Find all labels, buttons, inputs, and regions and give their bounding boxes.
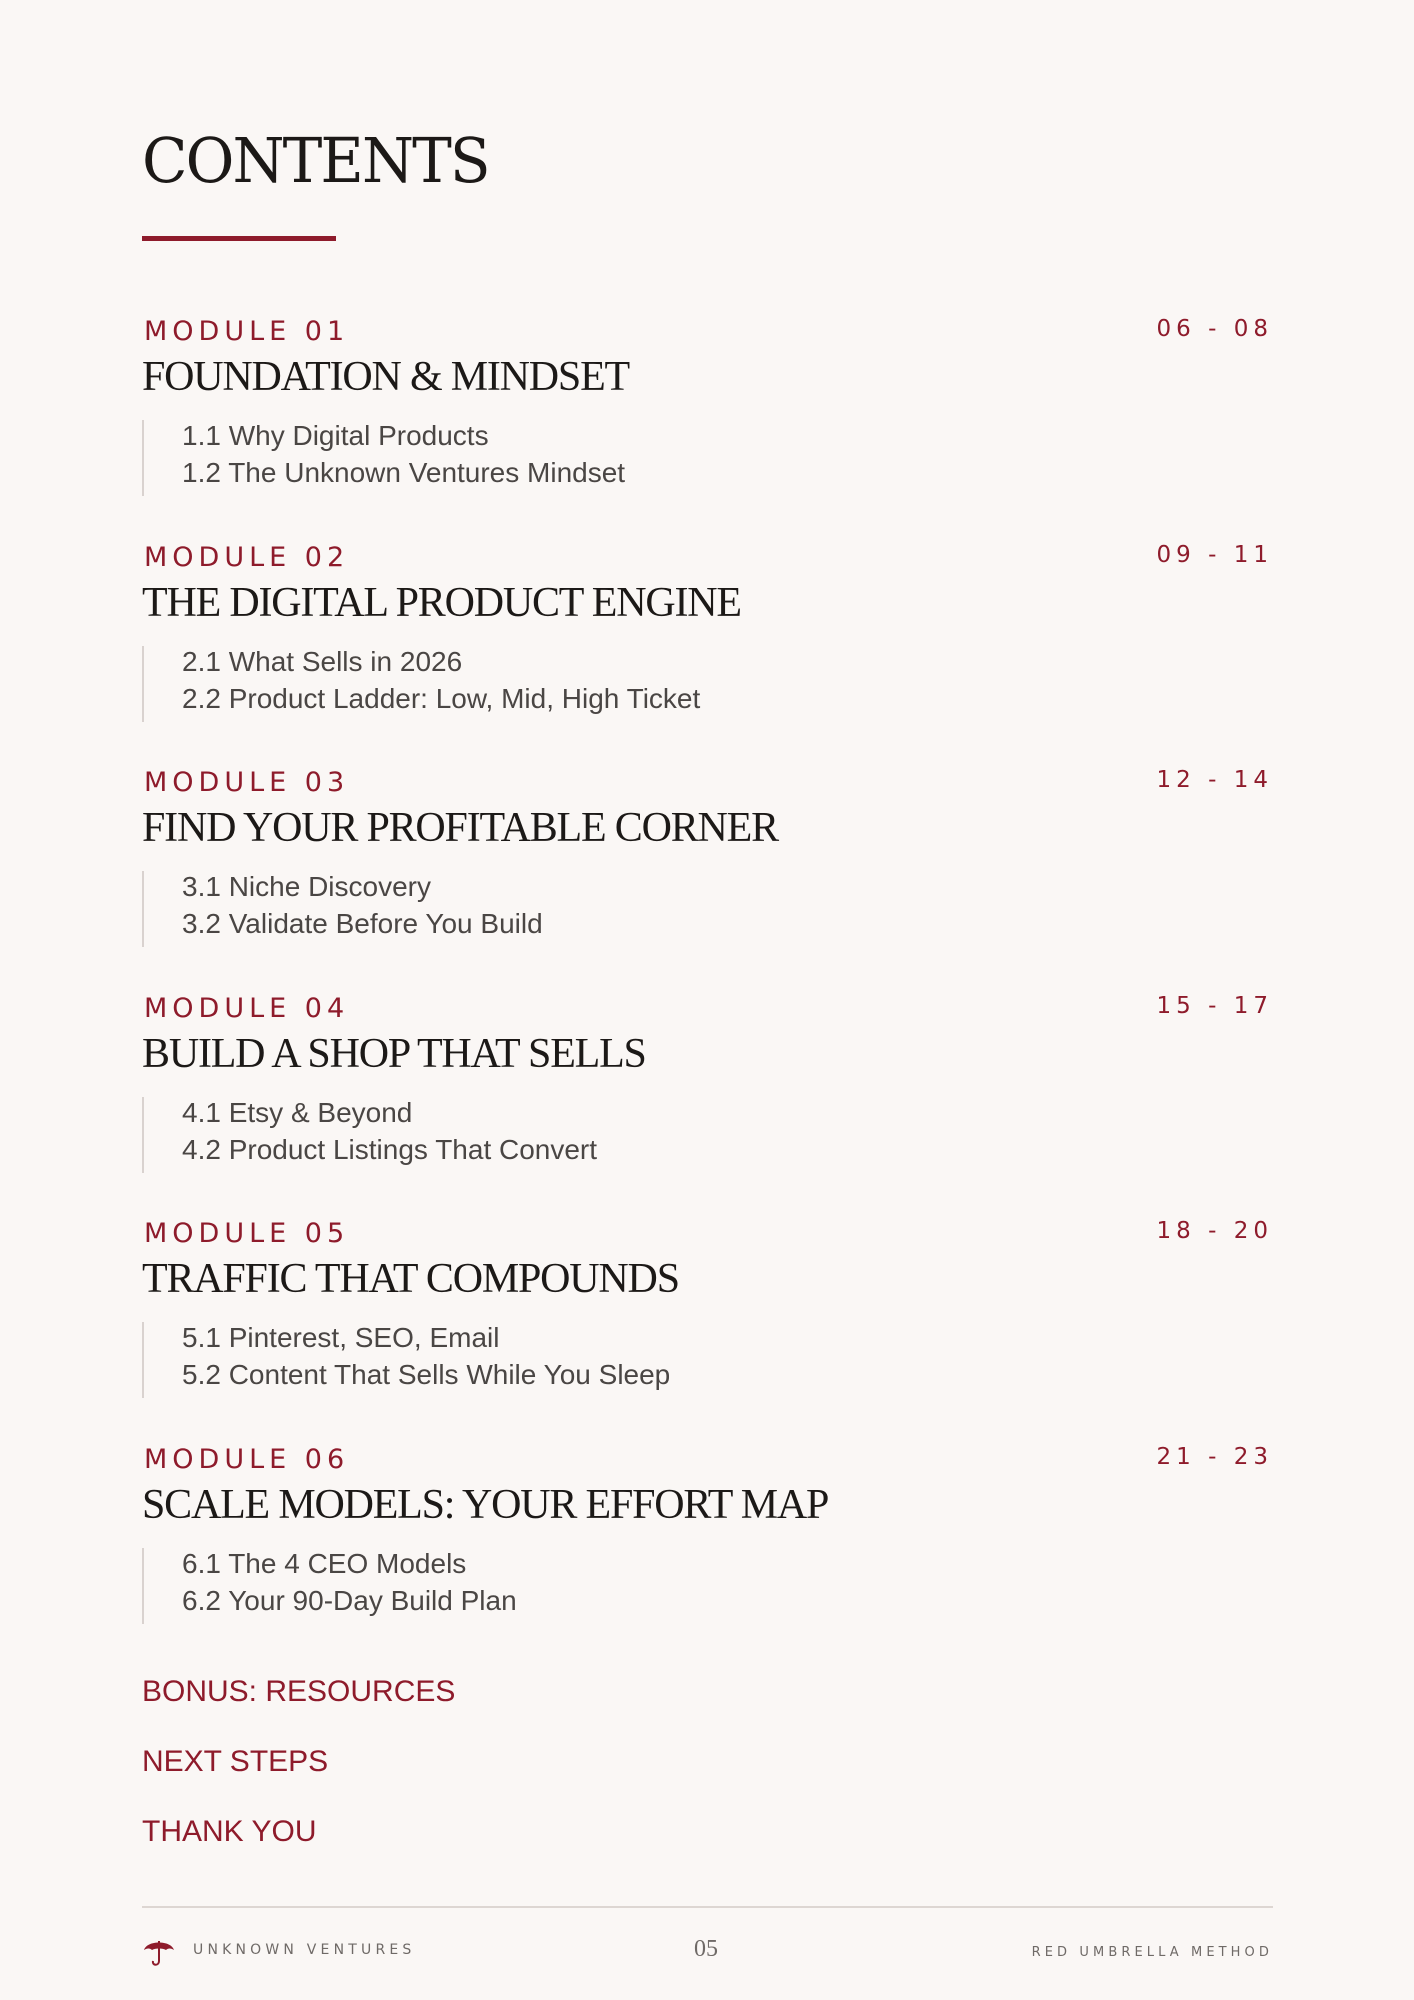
- module-entry[interactable]: [142, 1218, 1273, 1444]
- module-page-range: 09 - 11: [1156, 541, 1273, 568]
- page-number: 05: [694, 1936, 718, 1962]
- next-steps-link[interactable]: NEXT STEPS: [142, 1745, 329, 1778]
- module-sections: [142, 1322, 670, 1398]
- section-item[interactable]: 2.1 What Sells in 2026: [182, 645, 463, 677]
- module-sections: [142, 1548, 517, 1624]
- module-label: MODULE 05: [144, 1218, 350, 1249]
- thank-you-link[interactable]: THANK YOU: [142, 1815, 317, 1848]
- brand-name: UNKNOWN VENTURES: [193, 1942, 416, 1958]
- module-page-range: 15 - 17: [1156, 992, 1273, 1019]
- module-sections: [142, 420, 625, 496]
- module-label: MODULE 01: [144, 316, 350, 347]
- module-entry[interactable]: [142, 767, 1273, 993]
- section-item[interactable]: 3.2 Validate Before You Build: [182, 908, 543, 939]
- module-page-range: 06 - 08: [1156, 316, 1273, 342]
- section-item[interactable]: 5.1 Pinterest, SEO, Email: [182, 1322, 500, 1353]
- module-sections: [142, 646, 700, 722]
- footer-divider: [142, 1906, 1273, 1908]
- page-footer: [142, 1935, 1273, 1975]
- module-title[interactable]: FOUNDATION & MINDSET: [142, 354, 629, 400]
- module-page-range: 18 - 20: [1156, 1218, 1273, 1244]
- module-title[interactable]: TRAFFIC THAT COMPOUNDS: [142, 1256, 679, 1302]
- module-entry[interactable]: [142, 1444, 1273, 1670]
- module-title[interactable]: THE DIGITAL PRODUCT ENGINE: [142, 579, 741, 626]
- section-item[interactable]: 3.1 Niche Discovery: [182, 871, 431, 902]
- module-title[interactable]: FIND YOUR PROFITABLE CORNER: [142, 805, 778, 851]
- module-entry[interactable]: [142, 993, 1273, 1219]
- module-title[interactable]: BUILD A SHOP THAT SELLS: [142, 1030, 646, 1077]
- module-entry[interactable]: [142, 316, 1273, 542]
- module-sections: [142, 871, 543, 947]
- module-label: MODULE 02: [144, 541, 350, 573]
- section-item[interactable]: 5.2 Content That Sells While You Sleep: [182, 1359, 671, 1390]
- module-label: MODULE 06: [144, 1443, 350, 1475]
- section-item[interactable]: 4.2 Product Listings That Convert: [182, 1133, 598, 1165]
- module-label: MODULE 03: [144, 767, 350, 798]
- page-title: CONTENTS: [142, 124, 489, 197]
- module-page-range: 12 - 14: [1156, 767, 1273, 793]
- module-list: [142, 316, 1273, 1669]
- method-name: RED UMBRELLA METHOD: [1031, 1945, 1273, 1960]
- section-item[interactable]: 4.1 Etsy & Beyond: [182, 1096, 413, 1128]
- section-item[interactable]: 6.1 The 4 CEO Models: [182, 1547, 467, 1579]
- section-item[interactable]: 2.2 Product Ladder: Low, Mid, High Ticket: [182, 682, 701, 714]
- extra-sections: [142, 1672, 455, 1882]
- section-item[interactable]: 1.1 Why Digital Products: [182, 420, 489, 451]
- title-underline: [142, 236, 336, 241]
- module-sections: [142, 1097, 597, 1173]
- section-item[interactable]: 1.2 The Unknown Ventures Mindset: [182, 457, 626, 488]
- module-label: MODULE 04: [144, 992, 350, 1024]
- module-page-range: 21 - 23: [1156, 1443, 1273, 1470]
- umbrella-icon: [142, 1935, 176, 1969]
- module-title[interactable]: SCALE MODELS: YOUR EFFORT MAP: [142, 1481, 829, 1528]
- module-entry[interactable]: [142, 542, 1273, 768]
- contents-page: [142, 0, 1273, 2000]
- section-item[interactable]: 6.2 Your 90-Day Build Plan: [182, 1584, 517, 1616]
- bonus-resources-link[interactable]: BONUS: RESOURCES: [142, 1675, 456, 1708]
